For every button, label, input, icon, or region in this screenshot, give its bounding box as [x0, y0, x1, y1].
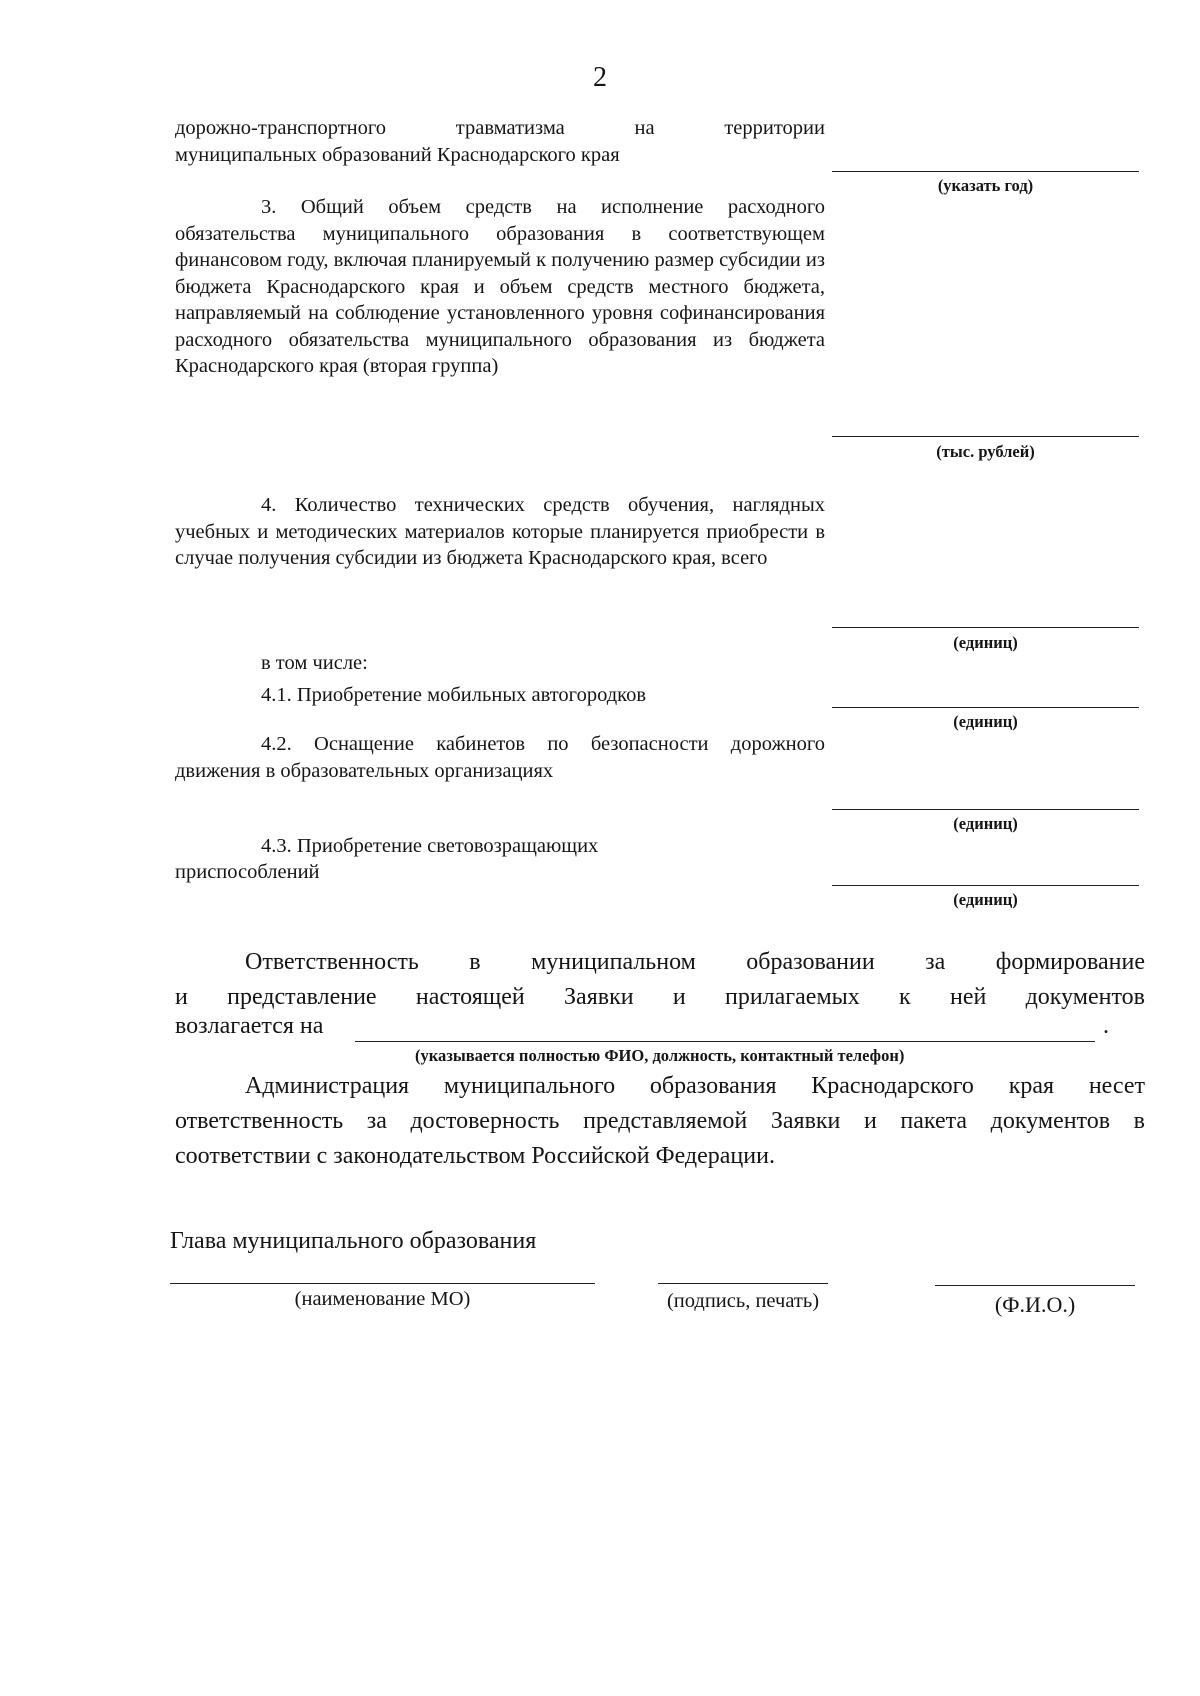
item3-paragraph: 3. Общий объем средств на исполнение расходного обязательства муниципального образования в соответствующем финансовом году, включая планируемый к получению размер субсидии из бюджета Краснодарского края и объем средств местного бюджета, направляемый на соблюдение установленного уровня софинансирования расходного обязательства муниципального образования из бюджета Краснодарского края (вторая группа) — [175, 196, 825, 377]
year-answer-line — [832, 171, 1139, 172]
fio-caption: (Ф.И.О.) — [994, 1292, 1076, 1317]
mo-name-line — [170, 1283, 595, 1284]
sum-caption: (тыс. рублей) — [936, 442, 1035, 461]
responsible-person-line — [355, 1041, 1095, 1042]
year-caption: (указать год) — [937, 176, 1034, 195]
item4-caption: (единиц) — [953, 633, 1018, 652]
item4-paragraph: 4. Количество технических средств обучения, наглядных учебных и методических материалов которые планируется приобрести в случае получения субсидии из бюджета Краснодарского края, всего — [175, 494, 825, 569]
item4-3-text-line2: приспособлений — [175, 861, 320, 883]
responsibility-caption: (указывается полностью ФИО, должность, контактный телефон) — [415, 1046, 905, 1065]
item4-2-paragraph: 4.2. Оснащение кабинетов по безопасности дорожного движения в образовательных организациях — [175, 733, 825, 782]
responsibility-line3-prefix: возлагается на — [175, 1013, 324, 1039]
item4-2-caption: (единиц) — [953, 814, 1018, 833]
administration-paragraph: Администрация муниципального образования Краснодарского края несет ответственность за достоверность представляемой Заявки и пакета документов в соответствии с законодательством Российской Федерации. — [175, 1073, 1145, 1169]
item2-line2: муниципальных образований Краснодарского края — [175, 144, 620, 166]
item4-3-answer-line — [832, 885, 1139, 886]
in-total-label: в том числе: — [261, 652, 368, 674]
signature-title: Глава муниципального образования — [170, 1228, 537, 1254]
item4-1-answer-line — [832, 707, 1139, 708]
mo-caption: (наименование МО) — [294, 1288, 471, 1310]
item4-3-caption: (единиц) — [953, 890, 1018, 909]
responsibility-line1: Ответственность в муниципальном образовании за формирование — [245, 949, 1145, 975]
item4-2-answer-line — [832, 809, 1139, 810]
signature-caption: (подпись, печать) — [666, 1290, 820, 1312]
sum-answer-line — [832, 436, 1139, 437]
item4-answer-line — [832, 627, 1139, 628]
signature-line — [658, 1283, 828, 1284]
item4-1-text: 4.1. Приобретение мобильных автогородков — [261, 684, 647, 706]
responsibility-line3-suffix: . — [1103, 1013, 1109, 1039]
item4-3-text-line1: 4.3. Приобретение световозращающих — [261, 835, 599, 857]
item4-1-caption: (единиц) — [953, 712, 1018, 731]
page-number: 2 — [593, 62, 607, 93]
fio-line — [935, 1285, 1135, 1286]
responsibility-line2: и представление настоящей Заявки и прилагаемых к ней документов — [175, 984, 1145, 1010]
item2-line1: дорожно-транспортного травматизма на территории — [175, 117, 825, 139]
